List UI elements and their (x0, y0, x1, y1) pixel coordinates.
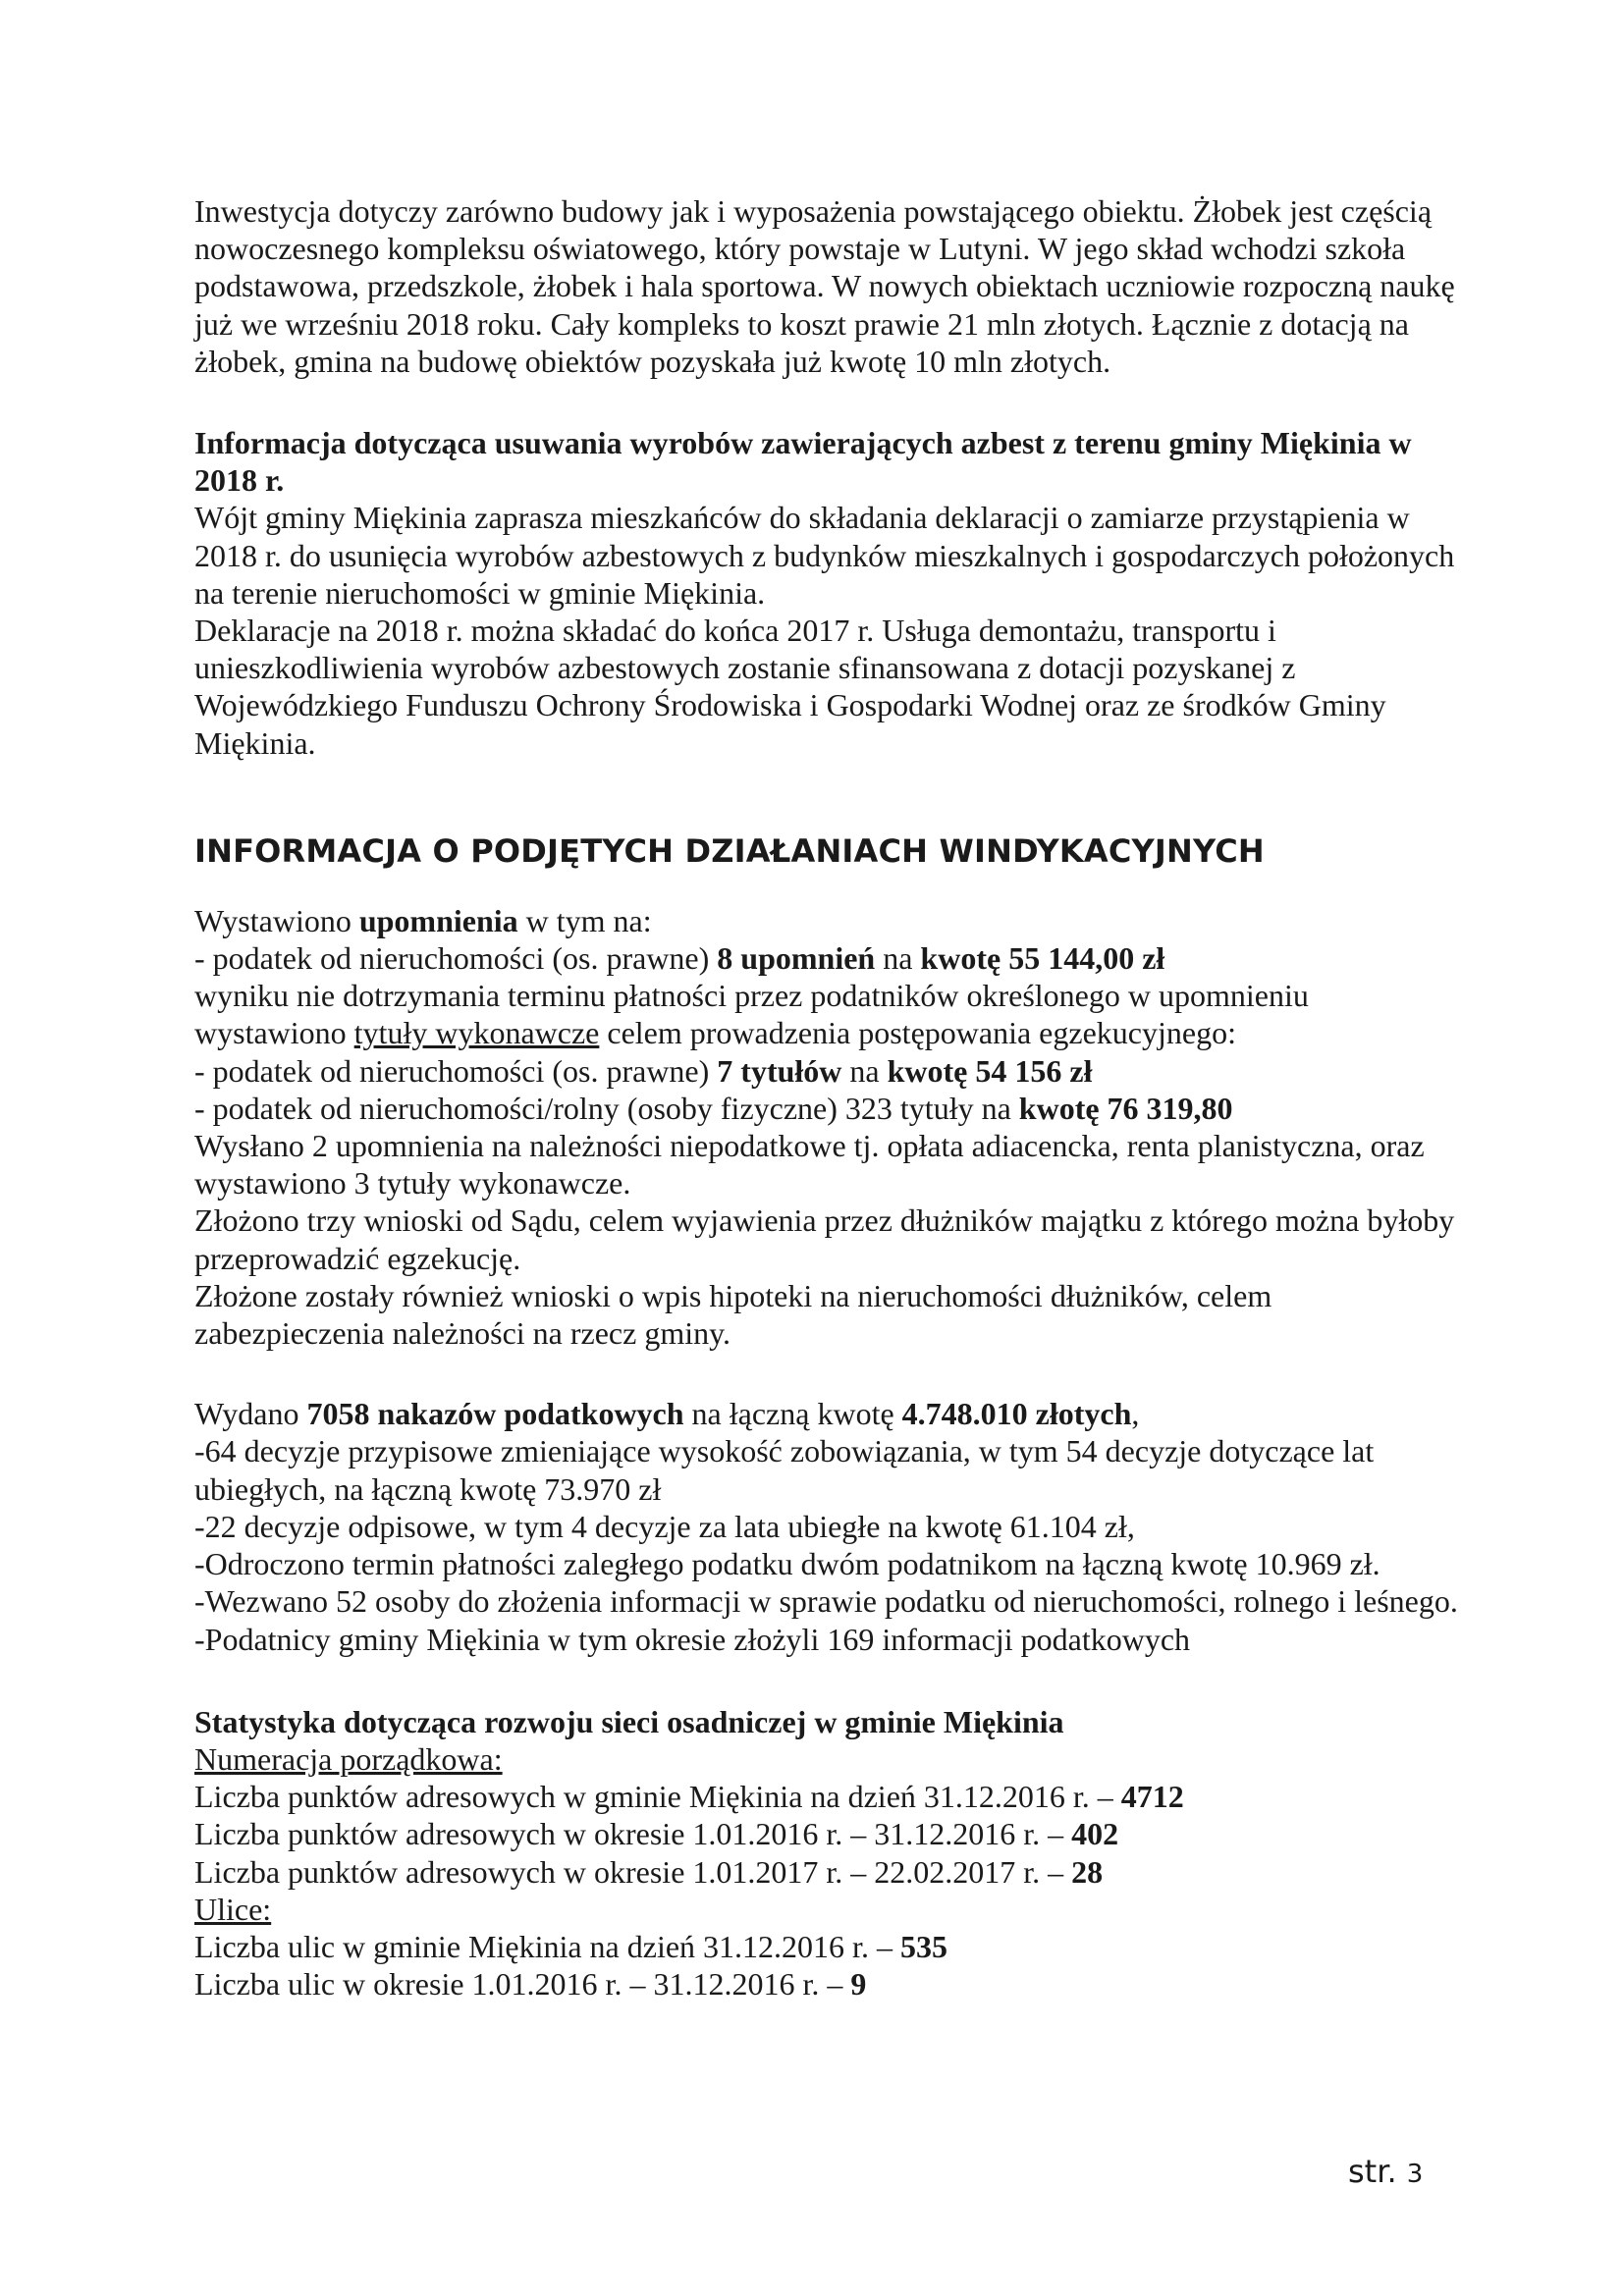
tax-line-6: -Podatnicy gminy Miękinia w tym okresie złożyli 169 informacji podatkowych (194, 1621, 1191, 1657)
tax-line-5: -Wezwano 52 osoby do złożenia informacji w sprawie podatku od nieruchomości, rolnego i leśnego. (194, 1583, 1458, 1620)
numbering-label (194, 1740, 1461, 1778)
stats-line-5 (194, 1965, 1461, 2002)
bold-span: kwotę 55 144,00 zł (920, 940, 1165, 977)
debt-line-3: wyniku nie dotrzymania terminu płatności przez podatników określonego w upomnieniu (194, 978, 1309, 1014)
spacer (194, 380, 1461, 424)
page-number (1348, 2153, 1423, 2190)
debt-line-9: Złożone zostały również wnioski o wpis hipoteki na nieruchomości dłużników, celem zabezpieczenia należności na rzecz gminy. (194, 1277, 1272, 1352)
debt-heading: INFORMACJA O PODJĘTYCH DZIAŁANIACH WINDYKACYJNYCH (194, 831, 1265, 870)
asbestos-text-2: Deklaracje na 2018 r. można składać do końca 2017 r. Usługa demontażu, transportu i unieszkodliwienia wyrobów azbestowych zostanie sfinansowana z dotacji pozyskanej z Wojewódzkiego Funduszu Ochrony Środowiska i Gospodarki Wodnej oraz ze środków Gminy Miękinia. (194, 613, 1386, 761)
text-span: wystawiono (194, 1015, 354, 1051)
spacer (194, 1658, 1461, 1703)
debt-line-8: Złożono trzy wnioski od Sądu, celem wyjawienia przez dłużników majątku z którego można byłoby przeprowadzić egzekucję. (194, 1202, 1455, 1276)
tax-line-1 (194, 1395, 1461, 1432)
text-span: Liczba punktów adresowych w gminie Miękinia na dzień 31.12.2016 r. – (194, 1779, 1121, 1815)
bold-span: kwotę 54 156 zł (887, 1052, 1093, 1089)
bold-span: 7058 nakazów podatkowych (306, 1396, 684, 1432)
bold-span: 4.748.010 złotych (901, 1396, 1132, 1432)
text-span: - podatek od nieruchomości (os. prawne) (194, 1052, 718, 1089)
text-span: na łączną kwotę (683, 1396, 902, 1432)
page-number-prefix: str. (1348, 2153, 1407, 2190)
text-span: Wystawiono (194, 902, 359, 938)
asbestos-heading (194, 424, 1461, 499)
bold-span: 4712 (1120, 1779, 1184, 1815)
document-page (194, 192, 1461, 2002)
bold-span: kwotę 76 319,80 (1018, 1090, 1233, 1126)
text-span: na (841, 1052, 888, 1089)
underlined-span: Numeracja porządkowa: (194, 1740, 503, 1777)
spacer (194, 1352, 1461, 1395)
asbestos-heading-text: Informacja dotycząca usuwania wyrobów zawierających azbest z terenu gminy Miękinia w 2018 r. (194, 425, 1412, 499)
debt-line-4 (194, 1014, 1461, 1051)
debt-line-1 (194, 902, 1461, 939)
page-number-value: 3 (1406, 2160, 1424, 2189)
text-span: Liczba ulic w gminie Miękinia na dzień 31.12.2016 r. – (194, 1928, 900, 1964)
underlined-span: tytuły wykonawcze (353, 1015, 600, 1051)
text-span: Liczba ulic w okresie 1.01.2016 r. – 31.12.2016 r. – (194, 1966, 851, 2002)
tax-line-3: -22 decyzje odpisowe, w tym 4 decyzje za lata ubiegłe na kwotę 61.104 zł, (194, 1508, 1135, 1544)
tax-line-2: -64 decyzje przypisowe zmieniające wysokość zobowiązania, w tym 54 decyzje dotyczące lat ubiegłych, na łączną kwotę 73.970 zł (194, 1433, 1375, 1507)
stats-heading (194, 1703, 1461, 1740)
stats-line-1 (194, 1778, 1461, 1815)
streets-label (194, 1891, 1461, 1928)
text-span: - podatek od nieruchomości/rolny (osoby fizyczne) 323 tytuły na (194, 1090, 1019, 1126)
debt-line-6 (194, 1090, 1461, 1127)
text-span: celem prowadzenia postępowania egzekucyjnego: (599, 1015, 1236, 1051)
text-span: , (1131, 1396, 1140, 1432)
text-span: na (875, 940, 921, 977)
bold-span: 28 (1071, 1853, 1104, 1890)
text-span: w tym na: (517, 902, 652, 938)
stats-line-2 (194, 1815, 1461, 1852)
underlined-span: Ulice: (194, 1891, 272, 1927)
bold-span: 9 (850, 1966, 867, 2002)
bold-span: 7 tytułów (717, 1052, 842, 1089)
tax-line-4: -Odroczono termin płatności zaległego podatku dwóm podatnikom na łączną kwotę 10.969 zł. (194, 1546, 1380, 1582)
stats-heading-text: Statystyka dotycząca rozwoju sieci osadniczej w gminie Miękinia (194, 1703, 1064, 1739)
stats-line-4 (194, 1928, 1461, 1965)
text-span: Wydano (194, 1396, 307, 1432)
bold-span: upomnienia (358, 902, 518, 938)
text-span: - podatek od nieruchomości (os. prawne) (194, 940, 718, 977)
intro-paragraph: Inwestycja dotyczy zarówno budowy jak i wyposażenia powstającego obiektu. Żłobek jest częścią nowoczesnego kompleksu oświatowego, który powstaje w Lutyni. W jego skład wchodzi szkoła podstawowa, przedszkole, żłobek i hala sportowa. W nowych obiektach uczniowie rozpoczną naukę już we wrześniu 2018 roku. Cały kompleks to koszt prawie 21 mln złotych. Łącznie z dotacją na żłobek, gmina na budowę obiektów pozyskała już kwotę 10 mln złotych. (194, 193, 1455, 379)
bold-span: 8 upomnień (717, 940, 876, 977)
text-span: Liczba punktów adresowych w okresie 1.01.2016 r. – 31.12.2016 r. – (194, 1816, 1072, 1852)
asbestos-text-1: Wójt gminy Miękinia zaprasza mieszkańców do składania deklaracji o zamiarze przystąpienia w 2018 r. do usunięcia wyrobów azbestowych z budynków mieszkalnych i gospodarczych położonych na terenie nieruchomości w gminie Miękinia. (194, 500, 1455, 611)
bold-span: 402 (1071, 1816, 1119, 1852)
debt-line-7: Wysłano 2 upomnienia na należności niepodatkowe tj. opłata adiacencka, renta planistyczna, oraz wystawiono 3 tytuły wykonawcze. (194, 1128, 1425, 1201)
spacer (194, 762, 1461, 832)
text-span: Liczba punktów adresowych w okresie 1.01.2017 r. – 22.02.2017 r. – (194, 1853, 1072, 1890)
debt-line-2 (194, 939, 1461, 977)
debt-line-5 (194, 1052, 1461, 1090)
bold-span: 535 (899, 1928, 947, 1964)
stats-line-3 (194, 1853, 1461, 1891)
